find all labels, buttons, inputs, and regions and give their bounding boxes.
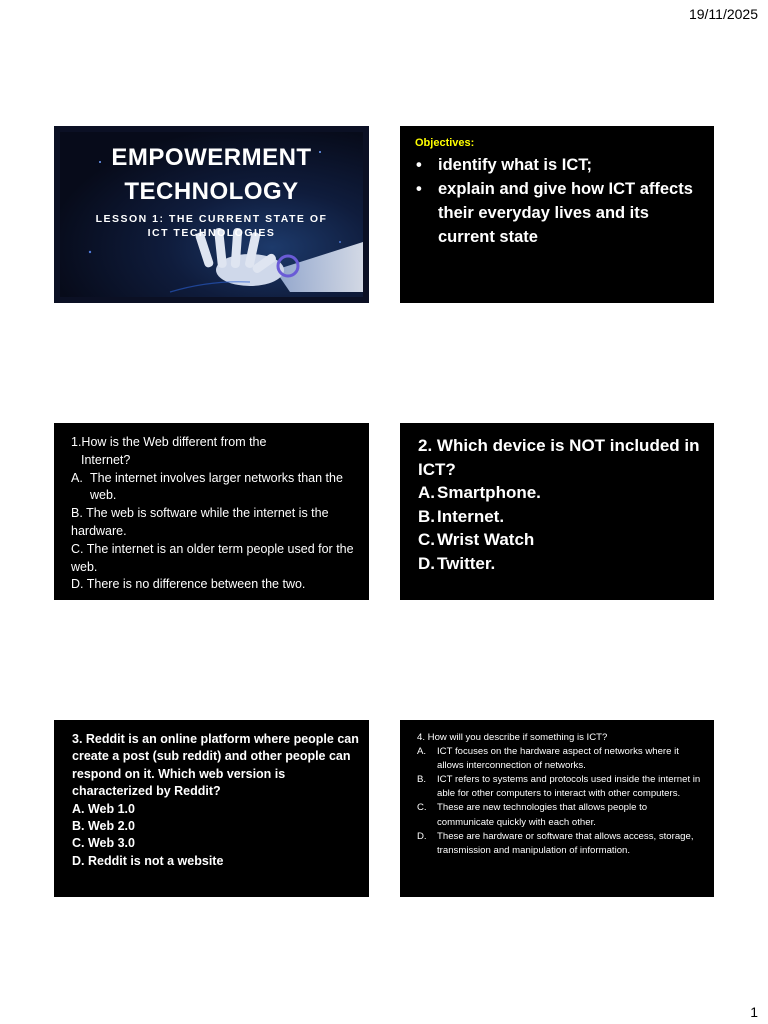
question-1-stem: 1.How is the Web different from the (71, 435, 267, 449)
slide-question-4 (400, 720, 714, 897)
slide-subtitle-line1: LESSON 1: THE CURRENT STATE OF (95, 213, 328, 225)
question-3-text (72, 731, 361, 870)
question-4-text (417, 731, 706, 858)
slide-title-line1: EMPOWERMENT (111, 144, 312, 171)
question-2-option-a: A. Smartphone. (418, 483, 541, 502)
question-4-option-d: D. These are hardware or software that allows access, storage, transmission and manipulation of information. (417, 830, 694, 856)
print-date: 19/11/2025 (688, 6, 758, 22)
question-1-stem-cont: Internet? (81, 452, 131, 467)
objective-item: • explain and give how ICT affects their everyday lives and its current state (414, 177, 704, 249)
question-4-option-c: C. These are new technologies that allows people to communicate quickly with each other. (417, 802, 648, 828)
bullet-icon: • (416, 180, 422, 198)
bullet-icon: • (416, 156, 422, 174)
question-2-option-b: B. Internet. (418, 506, 505, 526)
question-2-text (418, 434, 706, 575)
question-1-option-b: B. The web is software while the internet is the hardware. (71, 506, 329, 538)
objectives-list (414, 153, 704, 249)
slide-title-line2: TECHNOLOGY (124, 178, 299, 205)
question-2-stem: 2. Which device is NOT included in ICT? (418, 436, 700, 479)
slide-question-2 (400, 423, 714, 600)
question-1-text (71, 434, 359, 594)
slide-subtitle-line2: ICT TECHNOLOGIES (147, 227, 276, 239)
title-background (60, 132, 363, 297)
question-3-option-d: D. Reddit is not a website (72, 853, 224, 868)
objective-item: • identify what is ICT; (414, 153, 704, 177)
question-1-option-a: A. The internet involves larger networks than the web. (71, 470, 343, 503)
question-3-stem: 3. Reddit is an online platform where people can create a post (sub reddit) and other people can respond on it. Which web version is characterized by Reddit? (72, 732, 359, 799)
slide-objectives (400, 126, 714, 303)
question-1-option-c: C. The internet is an older term people used for the web. (71, 541, 354, 574)
question-2-option-d: D. Twitter. (418, 553, 496, 573)
slide-question-3 (54, 720, 369, 897)
slide-question-1 (54, 423, 369, 600)
question-3-option-b: B. Web 2.0 (72, 819, 135, 834)
slide-title (54, 126, 369, 303)
question-3-option-c: C. Web 3.0 (72, 836, 135, 851)
question-4-stem: 4. How will you describe if something is ICT? (417, 732, 608, 743)
question-3-option-a: A. Web 1.0 (72, 801, 135, 816)
page-number: 1 (750, 1004, 758, 1020)
question-4-option-a: A. ICT focuses on the hardware aspect of networks where it allows interconnection of networks. (417, 746, 679, 772)
question-2-option-c: C. Wrist Watch (418, 530, 535, 549)
objectives-label: Objectives: (415, 137, 475, 149)
question-1-option-d: D. There is no difference between the two. (71, 577, 306, 592)
question-4-option-b: B. ICT refers to systems and protocols used inside the internet in able for other computers to interact with other computers. (417, 774, 701, 800)
